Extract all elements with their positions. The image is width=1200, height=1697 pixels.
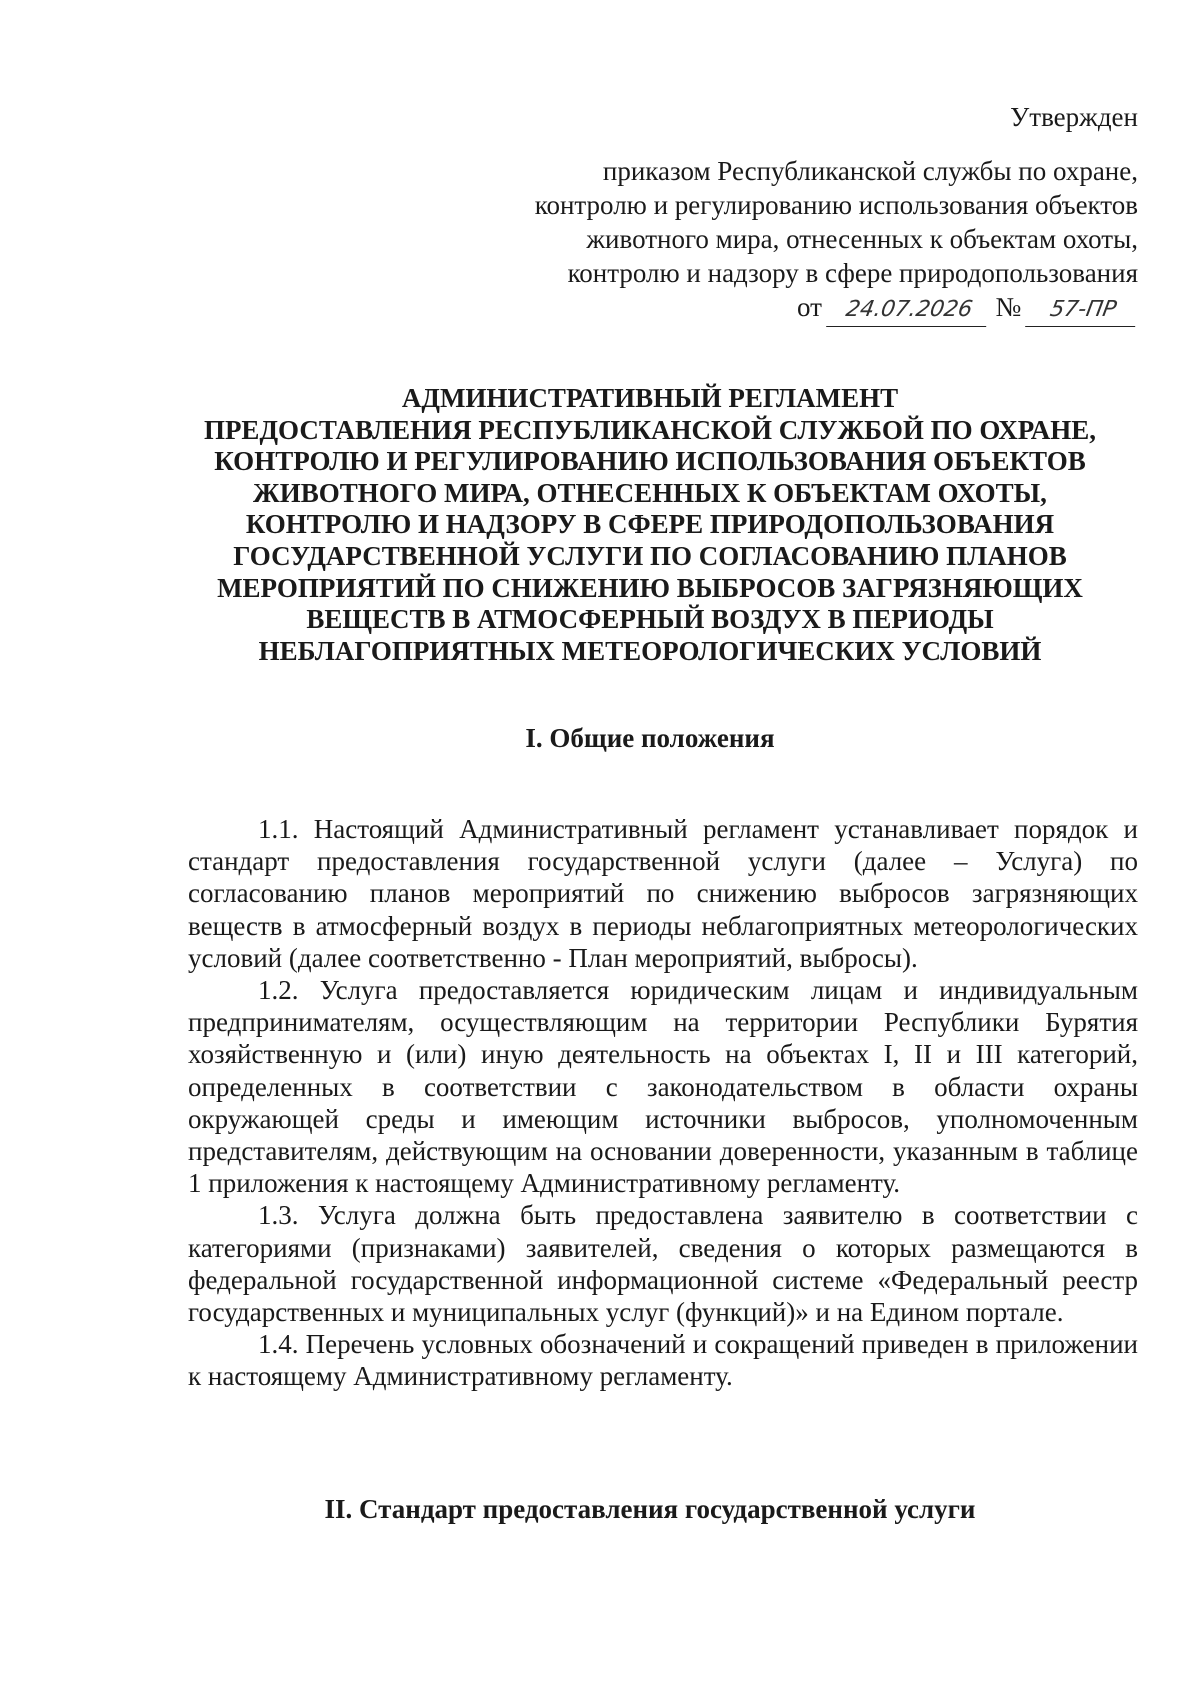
title-line: МЕРОПРИЯТИЙ ПО СНИЖЕНИЮ ВЫБРОСОВ ЗАГРЯЗНЯЮЩИХ bbox=[217, 572, 1083, 603]
section-heading-standard: II. Стандарт предоставления государственной услуги bbox=[324, 1494, 976, 1524]
approved-label: Утвержден bbox=[1010, 102, 1138, 132]
number-prefix: № bbox=[995, 292, 1022, 322]
title-line: КОНТРОЛЮ И РЕГУЛИРОВАНИЮ ИСПОЛЬЗОВАНИЯ ОБЪЕКТОВ bbox=[214, 446, 1086, 477]
paragraph: 1.3. Услуга должна быть предоставлена заявителю в соответствии с категориями (признаками) заявителей, сведения о которых размещаются в федеральной государственной информационной системе «Федеральный реестр государственных и муниципальных услуг (функций)» и на Едином портале. bbox=[188, 1200, 1138, 1328]
title-line: АДМИНИСТРАТИВНЫЙ РЕГЛАМЕНТ bbox=[401, 383, 899, 413]
section-body-general bbox=[188, 813, 1138, 1393]
title-line: ВЕЩЕСТВ В АТМОСФЕРНЫЙ ВОЗДУХ В ПЕРИОДЫ bbox=[306, 604, 994, 635]
approval-line: животного мира, отнесенных к объектам охоты, bbox=[586, 224, 1138, 254]
title-line: НЕБЛАГОПРИЯТНЫХ МЕТЕОРОЛОГИЧЕСКИХ УСЛОВИЙ bbox=[258, 635, 1042, 666]
document-title bbox=[150, 383, 1150, 667]
approval-date-number-line bbox=[438, 290, 1138, 327]
title-line: ЖИВОТНОГО МИРА, ОТНЕСЕННЫХ К ОБЪЕКТАМ ОХОТЫ, bbox=[253, 477, 1047, 508]
title-line: КОНТРОЛЮ И НАДЗОРУ В СФЕРЕ ПРИРОДОПОЛЬЗОВАНИЯ bbox=[245, 509, 1055, 540]
section-heading-general: I. Общие положения bbox=[525, 723, 775, 753]
approval-block bbox=[438, 100, 1138, 327]
paragraph: 1.1. Настоящий Административный регламент устанавливает порядок и стандарт предоставления государственной услуги (далее – Услуга) по согласованию планов мероприятий по снижению выбросов загрязняющих веществ в атмосферный воздух в периоды неблагоприятных метеорологических условий (далее соответственно - План мероприятий, выбросы). bbox=[188, 814, 1138, 973]
handwritten-date: 24.07.2026 bbox=[826, 294, 992, 327]
approval-line: приказом Республиканской службы по охране, bbox=[602, 156, 1138, 186]
paragraph: 1.2. Услуга предоставляется юридическим лицам и индивидуальным предпринимателям, осуществляющим на территории Республики Бурятия хозяйственную и (или) иную деятельность на объектах I, II и III категорий, определенных в соответствии с законодательством в области охраны окружающей среды и имеющим источники выбросов, уполномоченным представителям, действующим на основании доверенности, указанным в таблице 1 приложения к настоящему Административному регламенту. bbox=[188, 975, 1138, 1199]
approval-line: контролю и регулированию использования объектов bbox=[534, 190, 1138, 220]
date-prefix: от bbox=[797, 292, 822, 322]
handwritten-number: 57-ПР bbox=[1025, 294, 1141, 327]
title-line: ПРЕДОСТАВЛЕНИЯ РЕСПУБЛИКАНСКОЙ СЛУЖБОЙ ПО ОХРАНЕ, bbox=[203, 414, 1097, 445]
title-line: ГОСУДАРСТВЕННОЙ УСЛУГИ ПО СОГЛАСОВАНИЮ ПЛАНОВ bbox=[233, 540, 1067, 571]
approval-line: контролю и надзору в сфере природопользования bbox=[567, 258, 1138, 288]
paragraph: 1.4. Перечень условных обозначений и сокращений приведен в приложении к настоящему Административному регламенту. bbox=[188, 1329, 1138, 1392]
